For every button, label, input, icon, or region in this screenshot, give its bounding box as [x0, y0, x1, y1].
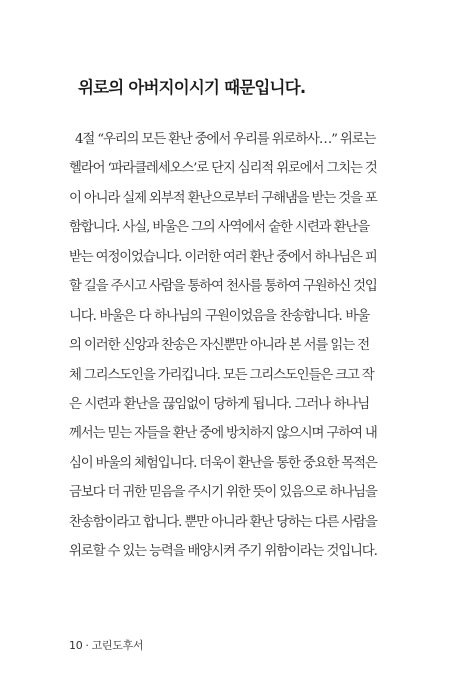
paragraph-line: 찬송함이라고 합니다. 뿐만 아니라 환난 당하는 다른 사람을: [69, 514, 377, 530]
paragraph-line: 위로할 수 있는 능력을 배양시켜 주기 위함이라는 것입니다.: [69, 544, 377, 560]
paragraph-line: 4절 “우리의 모든 환난 중에서 우리를 위로하사…” 위로는: [75, 132, 376, 147]
paragraph-line: 금보다 더 귀한 믿음을 주시기 위한 뜻이 있음으로 하나님을: [69, 485, 377, 501]
section-heading: 위로의 아버지이시기 때문입니다.: [78, 78, 306, 97]
paragraph-line: 헬라어 ‘파라클레세오스’로 단지 심리적 위로에서 그치는 것: [69, 161, 377, 177]
body-paragraph: [69, 130, 377, 572]
book-title: 고린도후서: [91, 639, 144, 652]
paragraph-line: 의 이러한 신앙과 찬송은 자신뿐만 아니라 본 서를 읽는 전: [69, 338, 369, 354]
page-number: 10: [69, 639, 83, 652]
footer-separator: ·: [85, 639, 89, 652]
paragraph-line: 함합니다. 사실, 바울은 그의 사역에서 숱한 시련과 환난을: [69, 220, 369, 236]
paragraph-line: 이 아니라 실제 외부적 환난으로부터 구해냄을 받는 것을 포: [69, 190, 377, 206]
paragraph-line: 받는 여정이었습니다. 이러한 여러 환난 중에서 하나님은 피: [69, 249, 377, 265]
paragraph-line: 니다. 바울은 다 하나님의 구원이었음을 찬송합니다. 바울: [69, 308, 369, 324]
paragraph-line: 심이 바울의 체험입니다. 더욱이 환난을 통한 중요한 목적은: [69, 455, 377, 471]
paragraph-line: 은 시련과 환난을 끊임없이 당하게 됩니다. 그러나 하나님: [69, 396, 369, 412]
paragraph-line: 할 길을 주시고 사람을 통하여 천사를 통하여 구원하신 것입: [69, 279, 377, 295]
paragraph-line: 께서는 믿는 자들을 환난 중에 방치하지 않으시며 구하여 내: [69, 426, 377, 442]
page-footer: [69, 637, 143, 653]
paragraph-line: 체 그리스도인을 가리킵니다. 모든 그리스도인들은 크고 작: [69, 367, 374, 383]
